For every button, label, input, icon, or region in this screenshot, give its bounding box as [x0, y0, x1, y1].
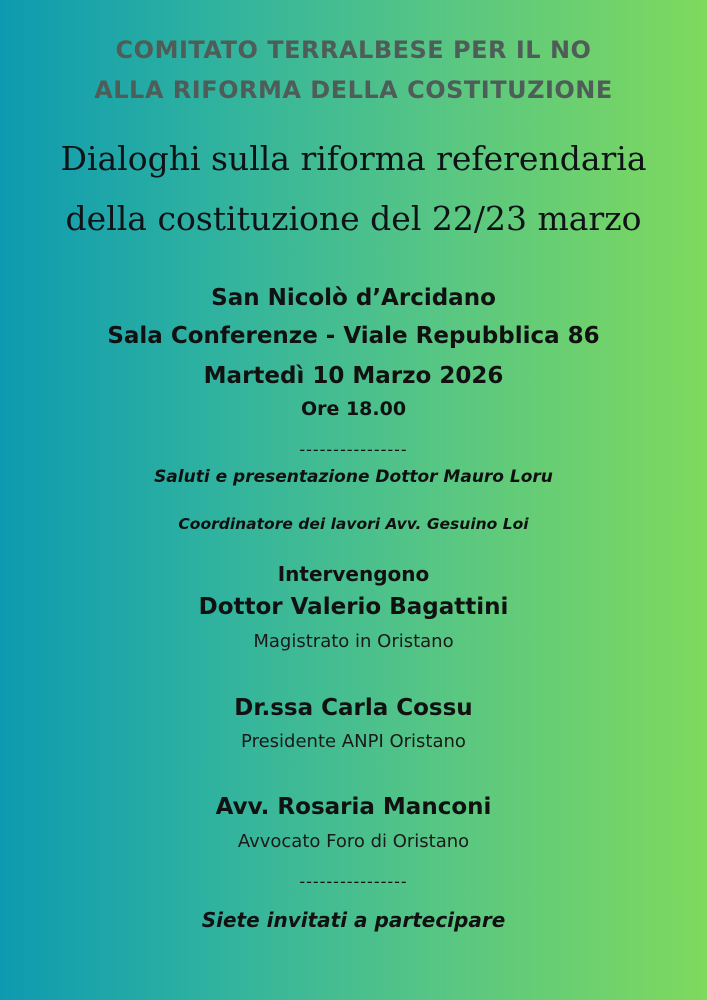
committee-line-1: COMITATO TERRALBESE PER IL NO: [115, 36, 592, 64]
event-venue: Sala Conferenze - Viale Repubblica 86: [107, 323, 600, 349]
committee-line-2: ALLA RIFORMA DELLA COSTITUZIONE: [94, 76, 613, 104]
headline-line-1: Dialoghi sulla riforma referendaria: [60, 139, 647, 178]
speaker-name: Avv. Rosaria Manconi: [215, 794, 492, 820]
speakers-heading: Intervengono: [277, 562, 430, 586]
speaker-name: Dottor Valerio Bagattini: [198, 594, 509, 620]
speaker-role: Presidente ANPI Oristano: [241, 731, 466, 752]
event-date: Martedì 10 Marzo 2026: [203, 363, 504, 389]
speaker-role: Avvocato Foro di Oristano: [237, 831, 470, 852]
separator-bottom: ----------------: [299, 872, 408, 891]
speaker-name: Dr.ssa Carla Cossu: [234, 695, 473, 721]
headline-line-2: della costituzione del 22/23 marzo: [65, 199, 642, 238]
greetings: Saluti e presentazione Dottor Mauro Loru: [154, 467, 553, 487]
event-city: San Nicolò d’Arcidano: [211, 285, 496, 311]
invite-text: Siete invitati a partecipare: [201, 908, 506, 932]
separator-top: ----------------: [299, 440, 408, 459]
speaker-role: Magistrato in Oristano: [253, 631, 454, 652]
coordinator: Coordinatore dei lavori Avv. Gesuino Loi: [178, 515, 529, 533]
event-time: Ore 18.00: [300, 398, 407, 420]
